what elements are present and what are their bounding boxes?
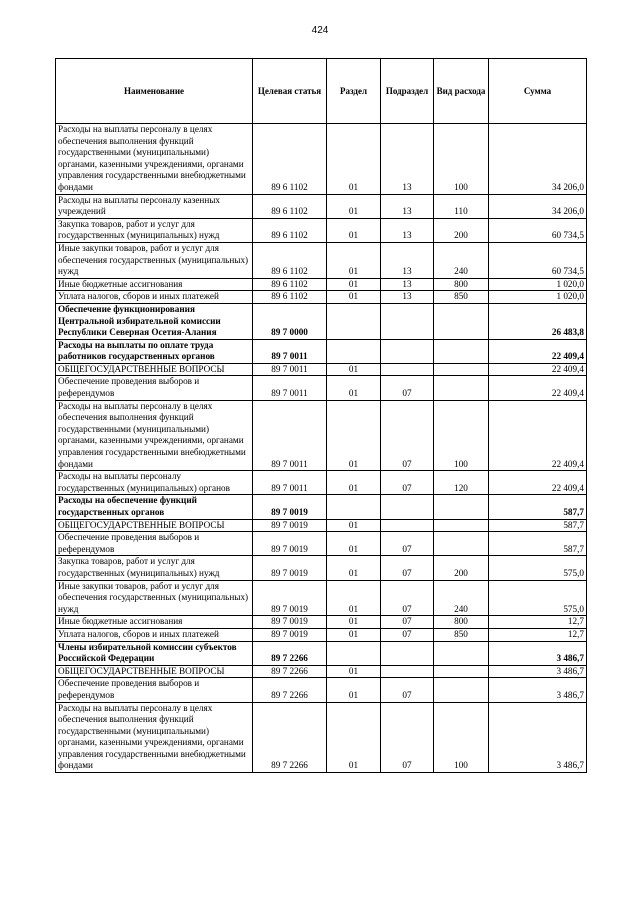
row-code-cell: 89 6 1102 [253, 124, 327, 195]
row-sum-cell: 60 734,5 [489, 242, 587, 278]
row-subsection-cell [381, 363, 434, 376]
row-code-cell: 89 7 0019 [253, 495, 327, 519]
row-name-cell: Закупка товаров, работ и услуг для государственных (муниципальных) нужд [56, 218, 253, 242]
row-sum-cell: 587,7 [489, 532, 587, 556]
table-row [56, 556, 587, 580]
row-code-cell: 89 7 0011 [253, 339, 327, 363]
row-subsection-cell: 07 [381, 580, 434, 616]
row-subsection-cell [381, 519, 434, 532]
table-row [56, 363, 587, 376]
row-kind-cell [434, 678, 489, 702]
row-kind-cell: 110 [434, 194, 489, 218]
row-section-cell [327, 303, 381, 339]
row-section-cell: 01 [327, 628, 381, 641]
row-name-cell: Уплата налогов, сборов и иных платежей [56, 628, 253, 641]
row-subsection-cell: 07 [381, 678, 434, 702]
row-name-cell: Расходы на выплаты по оплате труда работников государственных органов [56, 339, 253, 363]
row-subsection-cell [381, 339, 434, 363]
row-code-cell: 89 7 2266 [253, 678, 327, 702]
row-name-cell: Обеспечение проведения выборов и референдумов [56, 376, 253, 400]
row-section-cell: 01 [327, 678, 381, 702]
table-body [56, 124, 587, 773]
table-row [56, 641, 587, 665]
row-sum-cell: 12,7 [489, 616, 587, 629]
row-subsection-cell: 07 [381, 616, 434, 629]
row-name-cell: Закупка товаров, работ и услуг для государственных (муниципальных) нужд [56, 556, 253, 580]
row-section-cell: 01 [327, 471, 381, 495]
table-row [56, 339, 587, 363]
row-section-cell: 01 [327, 194, 381, 218]
header-section: Раздел [327, 59, 381, 124]
table-row [56, 519, 587, 532]
header-kind: Вид расхода [434, 59, 489, 124]
row-section-cell: 01 [327, 665, 381, 678]
row-subsection-cell: 13 [381, 124, 434, 195]
row-kind-cell: 240 [434, 580, 489, 616]
row-kind-cell: 120 [434, 471, 489, 495]
row-sum-cell: 22 409,4 [489, 471, 587, 495]
row-name-cell: Уплата налогов, сборов и иных платежей [56, 291, 253, 304]
row-name-cell: Расходы на выплаты персоналу в целях обеспечения выполнения функций государственными (муниципальными) органами, казенными учреждениями, органами управления государственными внебюджетными фондами [56, 702, 253, 773]
table-row [56, 194, 587, 218]
table-header-row [56, 59, 587, 124]
row-subsection-cell: 13 [381, 242, 434, 278]
row-kind-cell: 100 [434, 124, 489, 195]
row-name-cell: ОБЩЕГОСУДАРСТВЕННЫЕ ВОПРОСЫ [56, 519, 253, 532]
row-kind-cell [434, 641, 489, 665]
row-sum-cell: 575,0 [489, 580, 587, 616]
table-row [56, 580, 587, 616]
row-sum-cell: 3 486,7 [489, 702, 587, 773]
row-code-cell: 89 6 1102 [253, 278, 327, 291]
row-section-cell: 01 [327, 124, 381, 195]
row-code-cell: 89 7 0011 [253, 376, 327, 400]
budget-table [55, 58, 587, 773]
row-name-cell: ОБЩЕГОСУДАРСТВЕННЫЕ ВОПРОСЫ [56, 665, 253, 678]
table-row [56, 303, 587, 339]
row-name-cell: Обеспечение проведения выборов и референдумов [56, 678, 253, 702]
row-code-cell: 89 6 1102 [253, 242, 327, 278]
row-subsection-cell: 13 [381, 194, 434, 218]
row-sum-cell: 1 020,0 [489, 291, 587, 304]
row-section-cell [327, 339, 381, 363]
table-row [56, 702, 587, 773]
row-sum-cell: 22 409,4 [489, 339, 587, 363]
row-code-cell: 89 7 0000 [253, 303, 327, 339]
row-kind-cell [434, 495, 489, 519]
table-row [56, 678, 587, 702]
row-section-cell: 01 [327, 580, 381, 616]
row-section-cell: 01 [327, 376, 381, 400]
row-kind-cell: 800 [434, 278, 489, 291]
row-kind-cell [434, 532, 489, 556]
row-subsection-cell: 07 [381, 556, 434, 580]
row-section-cell: 01 [327, 616, 381, 629]
row-sum-cell: 22 409,4 [489, 363, 587, 376]
table-row [56, 616, 587, 629]
row-subsection-cell: 07 [381, 702, 434, 773]
row-sum-cell: 26 483,8 [489, 303, 587, 339]
row-section-cell: 01 [327, 519, 381, 532]
row-code-cell: 89 7 0019 [253, 628, 327, 641]
header-subsection: Подраздел [381, 59, 434, 124]
row-sum-cell: 34 206,0 [489, 194, 587, 218]
row-subsection-cell [381, 495, 434, 519]
table-row [56, 376, 587, 400]
header-sum: Сумма [489, 59, 587, 124]
row-subsection-cell: 07 [381, 628, 434, 641]
row-code-cell: 89 7 0019 [253, 556, 327, 580]
row-kind-cell: 200 [434, 556, 489, 580]
row-kind-cell: 850 [434, 291, 489, 304]
row-sum-cell: 22 409,4 [489, 376, 587, 400]
table-row [56, 471, 587, 495]
row-section-cell: 01 [327, 363, 381, 376]
row-sum-cell: 587,7 [489, 519, 587, 532]
row-kind-cell [434, 376, 489, 400]
row-kind-cell: 100 [434, 400, 489, 471]
row-kind-cell: 200 [434, 218, 489, 242]
row-name-cell: Иные бюджетные ассигнования [56, 616, 253, 629]
row-subsection-cell [381, 303, 434, 339]
row-kind-cell: 800 [434, 616, 489, 629]
row-section-cell: 01 [327, 291, 381, 304]
row-code-cell: 89 7 0019 [253, 580, 327, 616]
row-code-cell: 89 7 0011 [253, 471, 327, 495]
row-sum-cell: 3 486,7 [489, 678, 587, 702]
row-sum-cell: 3 486,7 [489, 641, 587, 665]
row-kind-cell [434, 519, 489, 532]
row-subsection-cell: 07 [381, 400, 434, 471]
row-section-cell: 01 [327, 556, 381, 580]
row-kind-cell: 850 [434, 628, 489, 641]
row-section-cell [327, 495, 381, 519]
row-kind-cell [434, 303, 489, 339]
row-name-cell: Члены избирательной комиссии субъектов Российской Федерации [56, 641, 253, 665]
table-row [56, 218, 587, 242]
row-kind-cell [434, 665, 489, 678]
row-sum-cell: 22 409,4 [489, 400, 587, 471]
row-section-cell: 01 [327, 218, 381, 242]
row-section-cell: 01 [327, 242, 381, 278]
row-kind-cell [434, 339, 489, 363]
row-subsection-cell: 13 [381, 291, 434, 304]
row-subsection-cell: 07 [381, 376, 434, 400]
table-row [56, 665, 587, 678]
row-name-cell: Расходы на выплаты персоналу казенных учреждений [56, 194, 253, 218]
row-section-cell: 01 [327, 278, 381, 291]
header-name: Наименование [56, 59, 253, 124]
row-code-cell: 89 6 1102 [253, 291, 327, 304]
table-row [56, 291, 587, 304]
row-kind-cell [434, 363, 489, 376]
row-sum-cell: 12,7 [489, 628, 587, 641]
row-name-cell: Обеспечение проведения выборов и референдумов [56, 532, 253, 556]
row-section-cell [327, 641, 381, 665]
row-code-cell: 89 7 0011 [253, 400, 327, 471]
table-row [56, 400, 587, 471]
row-subsection-cell [381, 641, 434, 665]
row-code-cell: 89 7 2266 [253, 641, 327, 665]
row-code-cell: 89 7 2266 [253, 702, 327, 773]
row-name-cell: ОБЩЕГОСУДАРСТВЕННЫЕ ВОПРОСЫ [56, 363, 253, 376]
row-code-cell: 89 7 2266 [253, 665, 327, 678]
row-sum-cell: 34 206,0 [489, 124, 587, 195]
row-name-cell: Обеспечение функционирования Центральной избирательной комиссии Республики Северная Осетия-Алания [56, 303, 253, 339]
row-name-cell: Расходы на выплаты персоналу в целях обеспечения выполнения функций государственными (муниципальными) органами, казенными учреждениями, органами управления государственными внебюджетными фондами [56, 124, 253, 195]
row-section-cell: 01 [327, 702, 381, 773]
row-code-cell: 89 7 0019 [253, 616, 327, 629]
row-section-cell: 01 [327, 400, 381, 471]
row-name-cell: Иные закупки товаров, работ и услуг для обеспечения государственных (муниципальных) нужд [56, 242, 253, 278]
row-name-cell: Расходы на обеспечение функций государственных органов [56, 495, 253, 519]
row-subsection-cell: 13 [381, 278, 434, 291]
row-code-cell: 89 6 1102 [253, 194, 327, 218]
row-sum-cell: 1 020,0 [489, 278, 587, 291]
row-subsection-cell [381, 665, 434, 678]
row-code-cell: 89 7 0019 [253, 519, 327, 532]
row-code-cell: 89 7 0019 [253, 532, 327, 556]
row-sum-cell: 587,7 [489, 495, 587, 519]
row-subsection-cell: 07 [381, 471, 434, 495]
row-kind-cell: 240 [434, 242, 489, 278]
row-name-cell: Расходы на выплаты персоналу в целях обеспечения выполнения функций государственными (муниципальными) органами, казенными учреждениями, органами управления государственными внебюджетными фондами [56, 400, 253, 471]
row-sum-cell: 3 486,7 [489, 665, 587, 678]
table-row [56, 242, 587, 278]
row-sum-cell: 575,0 [489, 556, 587, 580]
table-row [56, 532, 587, 556]
row-section-cell: 01 [327, 532, 381, 556]
row-sum-cell: 60 734,5 [489, 218, 587, 242]
row-code-cell: 89 7 0011 [253, 363, 327, 376]
row-name-cell: Расходы на выплаты персоналу государственных (муниципальных) органов [56, 471, 253, 495]
row-name-cell: Иные бюджетные ассигнования [56, 278, 253, 291]
page-number: 424 [311, 25, 329, 36]
row-subsection-cell: 13 [381, 218, 434, 242]
row-code-cell: 89 6 1102 [253, 218, 327, 242]
table-row [56, 278, 587, 291]
row-name-cell: Иные закупки товаров, работ и услуг для обеспечения государственных (муниципальных) нужд [56, 580, 253, 616]
header-code: Целевая статья [253, 59, 327, 124]
row-kind-cell: 100 [434, 702, 489, 773]
table-row [56, 628, 587, 641]
table-row [56, 124, 587, 195]
row-subsection-cell: 07 [381, 532, 434, 556]
table-row [56, 495, 587, 519]
